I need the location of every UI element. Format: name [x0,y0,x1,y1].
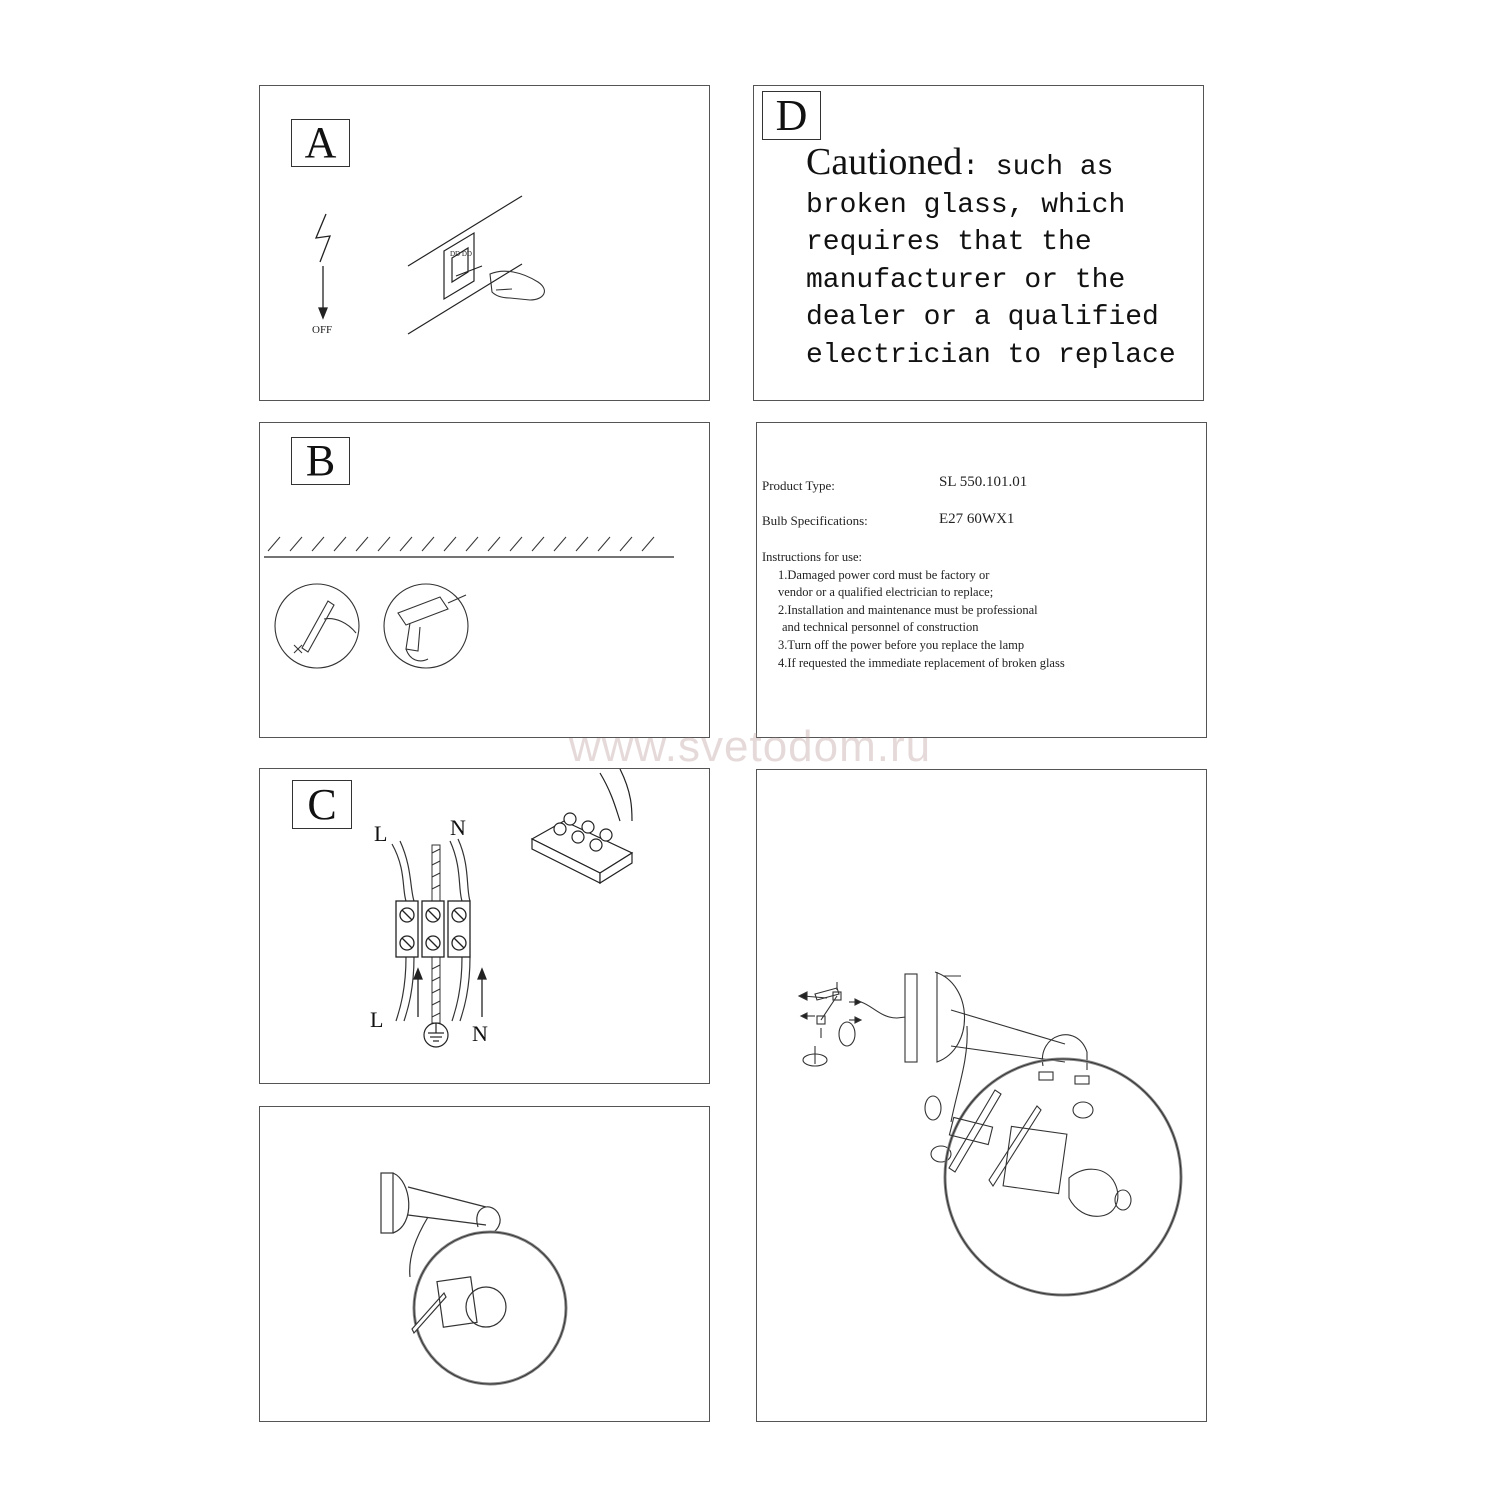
instruction-item: 3.Turn off the power before you replace the lamp [778,637,1025,652]
ground-icon [424,1023,448,1047]
wall-plate [381,1173,393,1233]
instructions-title: Instructions for use: [762,550,862,564]
hook-detail [1042,1035,1087,1070]
bulb-spec-label: Bulb Specifications: [762,513,868,528]
lightning-icon [316,214,330,262]
arrow-up-icon [414,969,486,1017]
instruction-item: 1.Damaged power cord must be factory or [778,567,990,582]
switch-panel-icon [408,196,522,334]
canopy [393,1173,409,1233]
arrow-down-icon [319,266,327,318]
hook [477,1207,500,1233]
bulb-spec-value: E27 60WX1 [939,511,1015,527]
instruction-item: and technical personnel of construction [782,620,979,635]
wire-label-n-bottom: N [472,1021,488,1046]
panel-d [753,85,1204,401]
product-type-label: Product Type: [762,478,835,493]
panel-d-letter: D [762,91,821,140]
panel-c-illustration [260,769,710,1084]
rotation-icon [803,1022,1131,1210]
wire-label-l-top: L [374,821,388,846]
mounting-bracket [815,982,841,1038]
bulb [466,1287,506,1327]
panel-b [259,422,710,738]
panel-b-letter: B [291,437,350,485]
instructions-block [762,549,1065,672]
product-type-value: SL 550.101.01 [939,474,1028,490]
caution-text [806,141,1204,374]
canopy-detail [935,972,965,1062]
panel-a [259,85,710,401]
wire-label-n-top: N [450,815,466,840]
pencil-marking-icon [275,584,359,668]
lamp-holder-detail [1003,1126,1067,1193]
instruction-item: vendor or a qualified electrician to replace; [778,585,994,600]
bulb-detail [1069,1169,1118,1216]
panel-b-illustration [260,423,710,738]
back-plate-detail [949,1090,1001,1172]
terminal-connector-detail [532,769,632,883]
panel-c [259,768,710,1084]
off-label: OFF [312,324,333,336]
ceiling-hatch [268,537,654,551]
glass-globe-detail [945,1059,1181,1295]
caution-heading: Cautioned [806,141,963,183]
caution-body: : such as broken glass, which requires that the manufacturer or the dealer or a qualified electrician to replace [806,152,1176,371]
panel-a-illustration [260,86,710,401]
panel-c-letter: C [292,780,352,829]
exploded-lamp-illustration [757,770,1207,1422]
instruction-item: 4.If requested the immediate replacement of broken glass [778,655,1065,670]
assembled-lamp-illustration [260,1107,710,1422]
instruction-item: 2.Installation and maintenance must be professional [778,602,1038,617]
hand-icon [490,271,544,300]
panel-exploded [756,769,1207,1422]
wall-plate-detail [905,974,917,1062]
watermark: www.svetodom.ru [568,722,932,771]
svg-text:DD DD: DD DD [450,250,472,258]
panel-spec [756,422,1207,738]
panel-a-letter: A [291,119,350,167]
wire-label-l-bottom: L [370,1007,384,1032]
terminal-block-icon [396,901,470,957]
panel-assembled [259,1106,710,1422]
drill-icon [384,584,468,668]
